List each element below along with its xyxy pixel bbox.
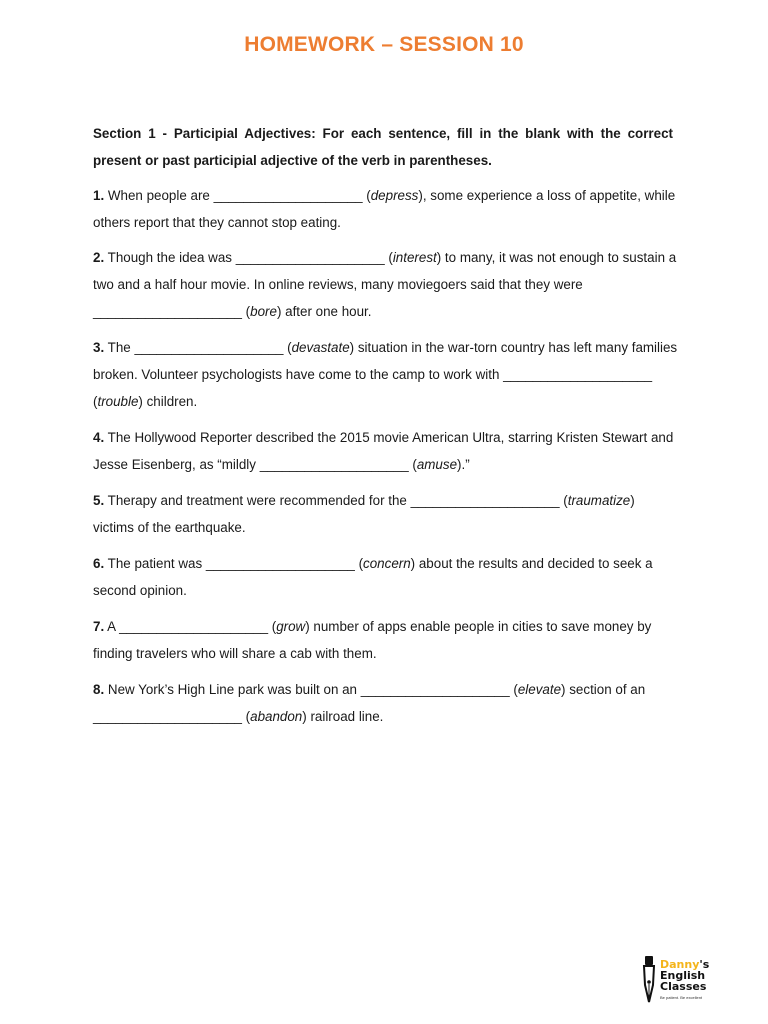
sentence-text: ) to many, it was not enough to sustain a two and a half hour movie. In online reviews, many moviegoers said that they were ____________________ (: [93, 250, 677, 319]
sentence-text: Therapy and treatment were recommended for the ____________________ (: [104, 493, 568, 508]
sentence-text: ) about the results and decided to seek a second opinion.: [93, 556, 653, 598]
verb-hint: traumatize: [567, 493, 631, 508]
brand-logo: [640, 955, 730, 1007]
verb-hint: elevate: [517, 682, 562, 697]
sentence-text: ) section of an ____________________ (: [93, 682, 646, 724]
exercise-number: 2.: [93, 250, 105, 265]
logo-wordmark: [660, 959, 709, 992]
exercise-item: [93, 424, 678, 478]
logo-brand-name: Danny: [660, 958, 700, 971]
verb-hint: grow: [276, 619, 306, 634]
verb-hint: interest: [392, 250, 437, 265]
sentence-text: ) children.: [138, 394, 198, 409]
exercise-number: 5.: [93, 493, 105, 508]
exercise-item: [93, 244, 678, 325]
sentence-text: ) victims of the earthquake.: [93, 493, 635, 535]
exercise-item: [93, 487, 678, 541]
sentence-text: New York’s High Line park was built on an ____________________ (: [104, 682, 518, 697]
verb-hint: depress: [370, 188, 419, 203]
sentence-text: ), some experience a loss of appetite, while others report that they cannot stop eating.: [93, 188, 676, 230]
logo-brand-suffix: 's: [699, 958, 710, 971]
sentence-text: ).”: [457, 457, 470, 472]
sentence-text: ) situation in the war-torn country has left many families broken. Volunteer psychologists have come to the camp to work with ____________________ (: [93, 340, 678, 409]
sentence-text: Though the idea was ____________________ (: [104, 250, 393, 265]
section-heading: Section 1 - Participial Adjectives: For each sentence, fill in the blank with the correct present or past participial adjective of the verb in parentheses.: [93, 126, 673, 168]
exercise-item: [93, 550, 678, 604]
sentence-text: When people are ____________________ (: [104, 188, 371, 203]
sentence-text: The patient was ____________________ (: [104, 556, 364, 571]
exercise-number: 7.: [93, 619, 105, 634]
exercise-number: 4.: [93, 430, 105, 445]
sentence-text: A ____________________ (: [104, 619, 277, 634]
pen-nib-icon: [640, 955, 658, 1007]
exercise-item: [93, 613, 678, 667]
exercise-list: [93, 182, 678, 739]
verb-hint: trouble: [97, 394, 139, 409]
exercise-number: 8.: [93, 682, 105, 697]
sentence-text: ) after one hour.: [276, 304, 372, 319]
exercise-number: 6.: [93, 556, 105, 571]
exercise-item: [93, 334, 678, 415]
logo-tagline: Be patient. Be excellent: [660, 995, 703, 1000]
page-title: HOMEWORK – SESSION 10: [244, 33, 524, 56]
sentence-text: ) railroad line.: [302, 709, 384, 724]
exercise-number: 3.: [93, 340, 105, 355]
logo-line-english: English: [660, 969, 706, 982]
verb-hint: concern: [363, 556, 411, 571]
sentence-text: ) number of apps enable people in cities to save money by finding travelers who will share a cab with them.: [93, 619, 652, 661]
verb-hint: amuse: [416, 457, 458, 472]
verb-hint: abandon: [250, 709, 303, 724]
sentence-text: The ____________________ (: [104, 340, 292, 355]
logo-line-classes: Classes: [660, 980, 707, 993]
exercise-item: [93, 182, 678, 236]
exercise-number: 1.: [93, 188, 105, 203]
verb-hint: bore: [250, 304, 277, 319]
sentence-text: The Hollywood Reporter described the 2015 movie American Ultra, starring Kristen Stewart and Jesse Eisenberg, as “mildly ____________________ (: [93, 430, 674, 472]
verb-hint: devastate: [291, 340, 350, 355]
exercise-item: [93, 676, 678, 730]
